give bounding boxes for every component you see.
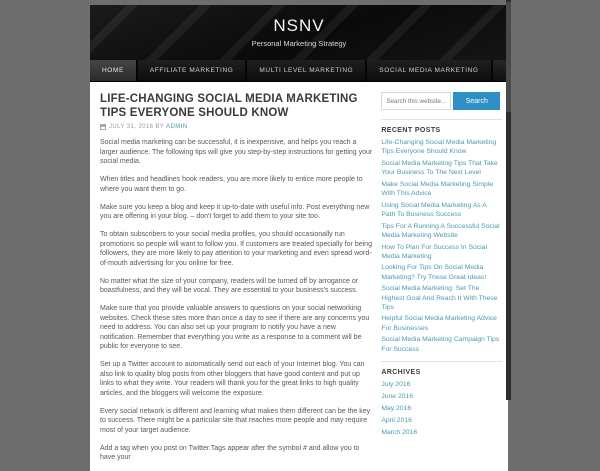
- nav-item-label: HOME: [102, 67, 124, 74]
- nav-item-label: SOCIAL MEDIA MARKETING: [379, 67, 479, 74]
- sidebar: [381, 92, 508, 471]
- recent-post-link[interactable]: Social Media Marketing Campaign Tips For Success: [381, 336, 500, 353]
- sidebar-divider: [381, 119, 502, 120]
- article-paragraph: Set up a Twitter account to automatically send out each of your Internet blog. You can also link to quality blog posts from other bloggers that have good content and put up links to what they write. Your readers will thank you for the great links to high quality articles, and the bloggers will welcome the exposure.: [100, 361, 365, 397]
- article-paragraph: When titles and headlines hook readers, you are more likely to entice more people to where you want them to go.: [100, 176, 363, 193]
- article-paragraph: Every social network is different and learning what makes them different can be the key to success. There might be a particular site that reaches more people and may require most of your target audience.: [100, 407, 371, 434]
- article-paragraph: Make sure that you provide valuable answers to questions on your social networking websites. Check these sites more than once a day to see if there are any concerns you need to address. You can also set up your program to notify you have a new notification. Remember that everything you write as a response to a comment will be public for everyone to see.: [100, 305, 370, 350]
- site-title: NSNV: [273, 16, 325, 35]
- calendar-icon: [100, 124, 106, 130]
- nav-item[interactable]: [138, 60, 248, 81]
- recent-post-link[interactable]: Looking For Tips On Social Media Marketing? Try These Great Ideas!: [381, 264, 487, 281]
- recent-post-link[interactable]: Social Media Marketing Tips That Take Your Business To The Next Level: [381, 159, 498, 177]
- nav-item-label: AFFILIATE MARKETING: [149, 67, 234, 74]
- article-paragraph: Make sure you keep a blog and keep it up-to-date with useful info. Post everything new you are offering in your blog. – don't forget to add them to your site too.: [100, 203, 370, 220]
- recent-post-link[interactable]: Life-Changing Social Media Marketing Tips Everyone Should Know: [381, 139, 497, 156]
- main-navigation: [90, 60, 508, 82]
- archive-link[interactable]: May 2016: [381, 404, 412, 412]
- recent-post-link[interactable]: How To Plan For Success In Social Media Marketing: [381, 243, 487, 260]
- article-paragraph: Add a tag when you post on Twitter.Tags appear after the symbol # and allow you to have your: [100, 444, 360, 461]
- search-input[interactable]: [381, 92, 451, 110]
- search-button[interactable]: Search: [453, 92, 500, 110]
- nav-item-label: MULTI LEVEL MARKETING: [259, 67, 354, 74]
- archive-link[interactable]: June 2016: [381, 392, 414, 400]
- archive-link[interactable]: July 2016: [381, 380, 411, 388]
- site-wrapper: [90, 5, 508, 471]
- article-paragraph: No matter what the size of your company, readers will be turned off by arrogance or boastfulness, and they will be vocal. They are essential to your business's success.: [100, 277, 359, 294]
- recent-posts-heading: RECENT POSTS: [381, 127, 441, 134]
- nav-item[interactable]: [90, 60, 138, 81]
- recent-post-link[interactable]: Make Social Media Marketing Simple With This Advice: [381, 180, 494, 198]
- article-paragraph: Social media marketing can be successful, it is inexpensive, and helps you reach a larger audience. The following tips will give you step-by-step instructions for getting your social media.: [100, 139, 373, 165]
- archive-link[interactable]: March 2016: [381, 428, 418, 436]
- site-tagline: Personal Marketing Strategy: [251, 39, 347, 48]
- search-widget: [381, 92, 502, 110]
- recent-post-link[interactable]: Helpful Social Media Marketing Advice For Businesses: [381, 315, 497, 332]
- article-paragraph: To obtain subscribers to your social media profiles, you should occasionally run promotions so people will want to follow you. If customers are treated specially for being followers, they are more likely to pay attention to your marketing and even spread word-of-mouth advertising for you online for free.: [100, 231, 372, 267]
- nav-item[interactable]: [367, 60, 492, 81]
- archive-link[interactable]: April 2016: [381, 416, 412, 424]
- article-meta: [100, 124, 372, 130]
- archives-heading: ARCHIVES: [381, 368, 421, 376]
- author-link[interactable]: ADMIN: [166, 124, 188, 130]
- recent-post-link[interactable]: Using Social Media Marketing As A Path To Business Success: [381, 201, 487, 218]
- byline-label: BY: [155, 124, 165, 130]
- sidebar-divider: [381, 361, 502, 362]
- browser-scrollbar[interactable]: [506, 0, 511, 400]
- nav-item[interactable]: [247, 60, 367, 81]
- article-title[interactable]: LIFE-CHANGING SOCIAL MEDIA MARKETING TIPS EVERYONE SHOULD KNOW: [100, 93, 358, 119]
- content-area: [90, 82, 508, 471]
- scrollbar-thumb[interactable]: [506, 2, 511, 112]
- site-header: [90, 5, 508, 60]
- article-date: JULY 31, 2016: [109, 124, 154, 130]
- article: [100, 92, 381, 471]
- recent-post-link[interactable]: Tips For A Running A Successful Social Media Marketing Website: [381, 222, 500, 239]
- recent-post-link[interactable]: Social Media Marketing: Set The Highest Goal And Reach It With These Tips: [381, 285, 498, 311]
